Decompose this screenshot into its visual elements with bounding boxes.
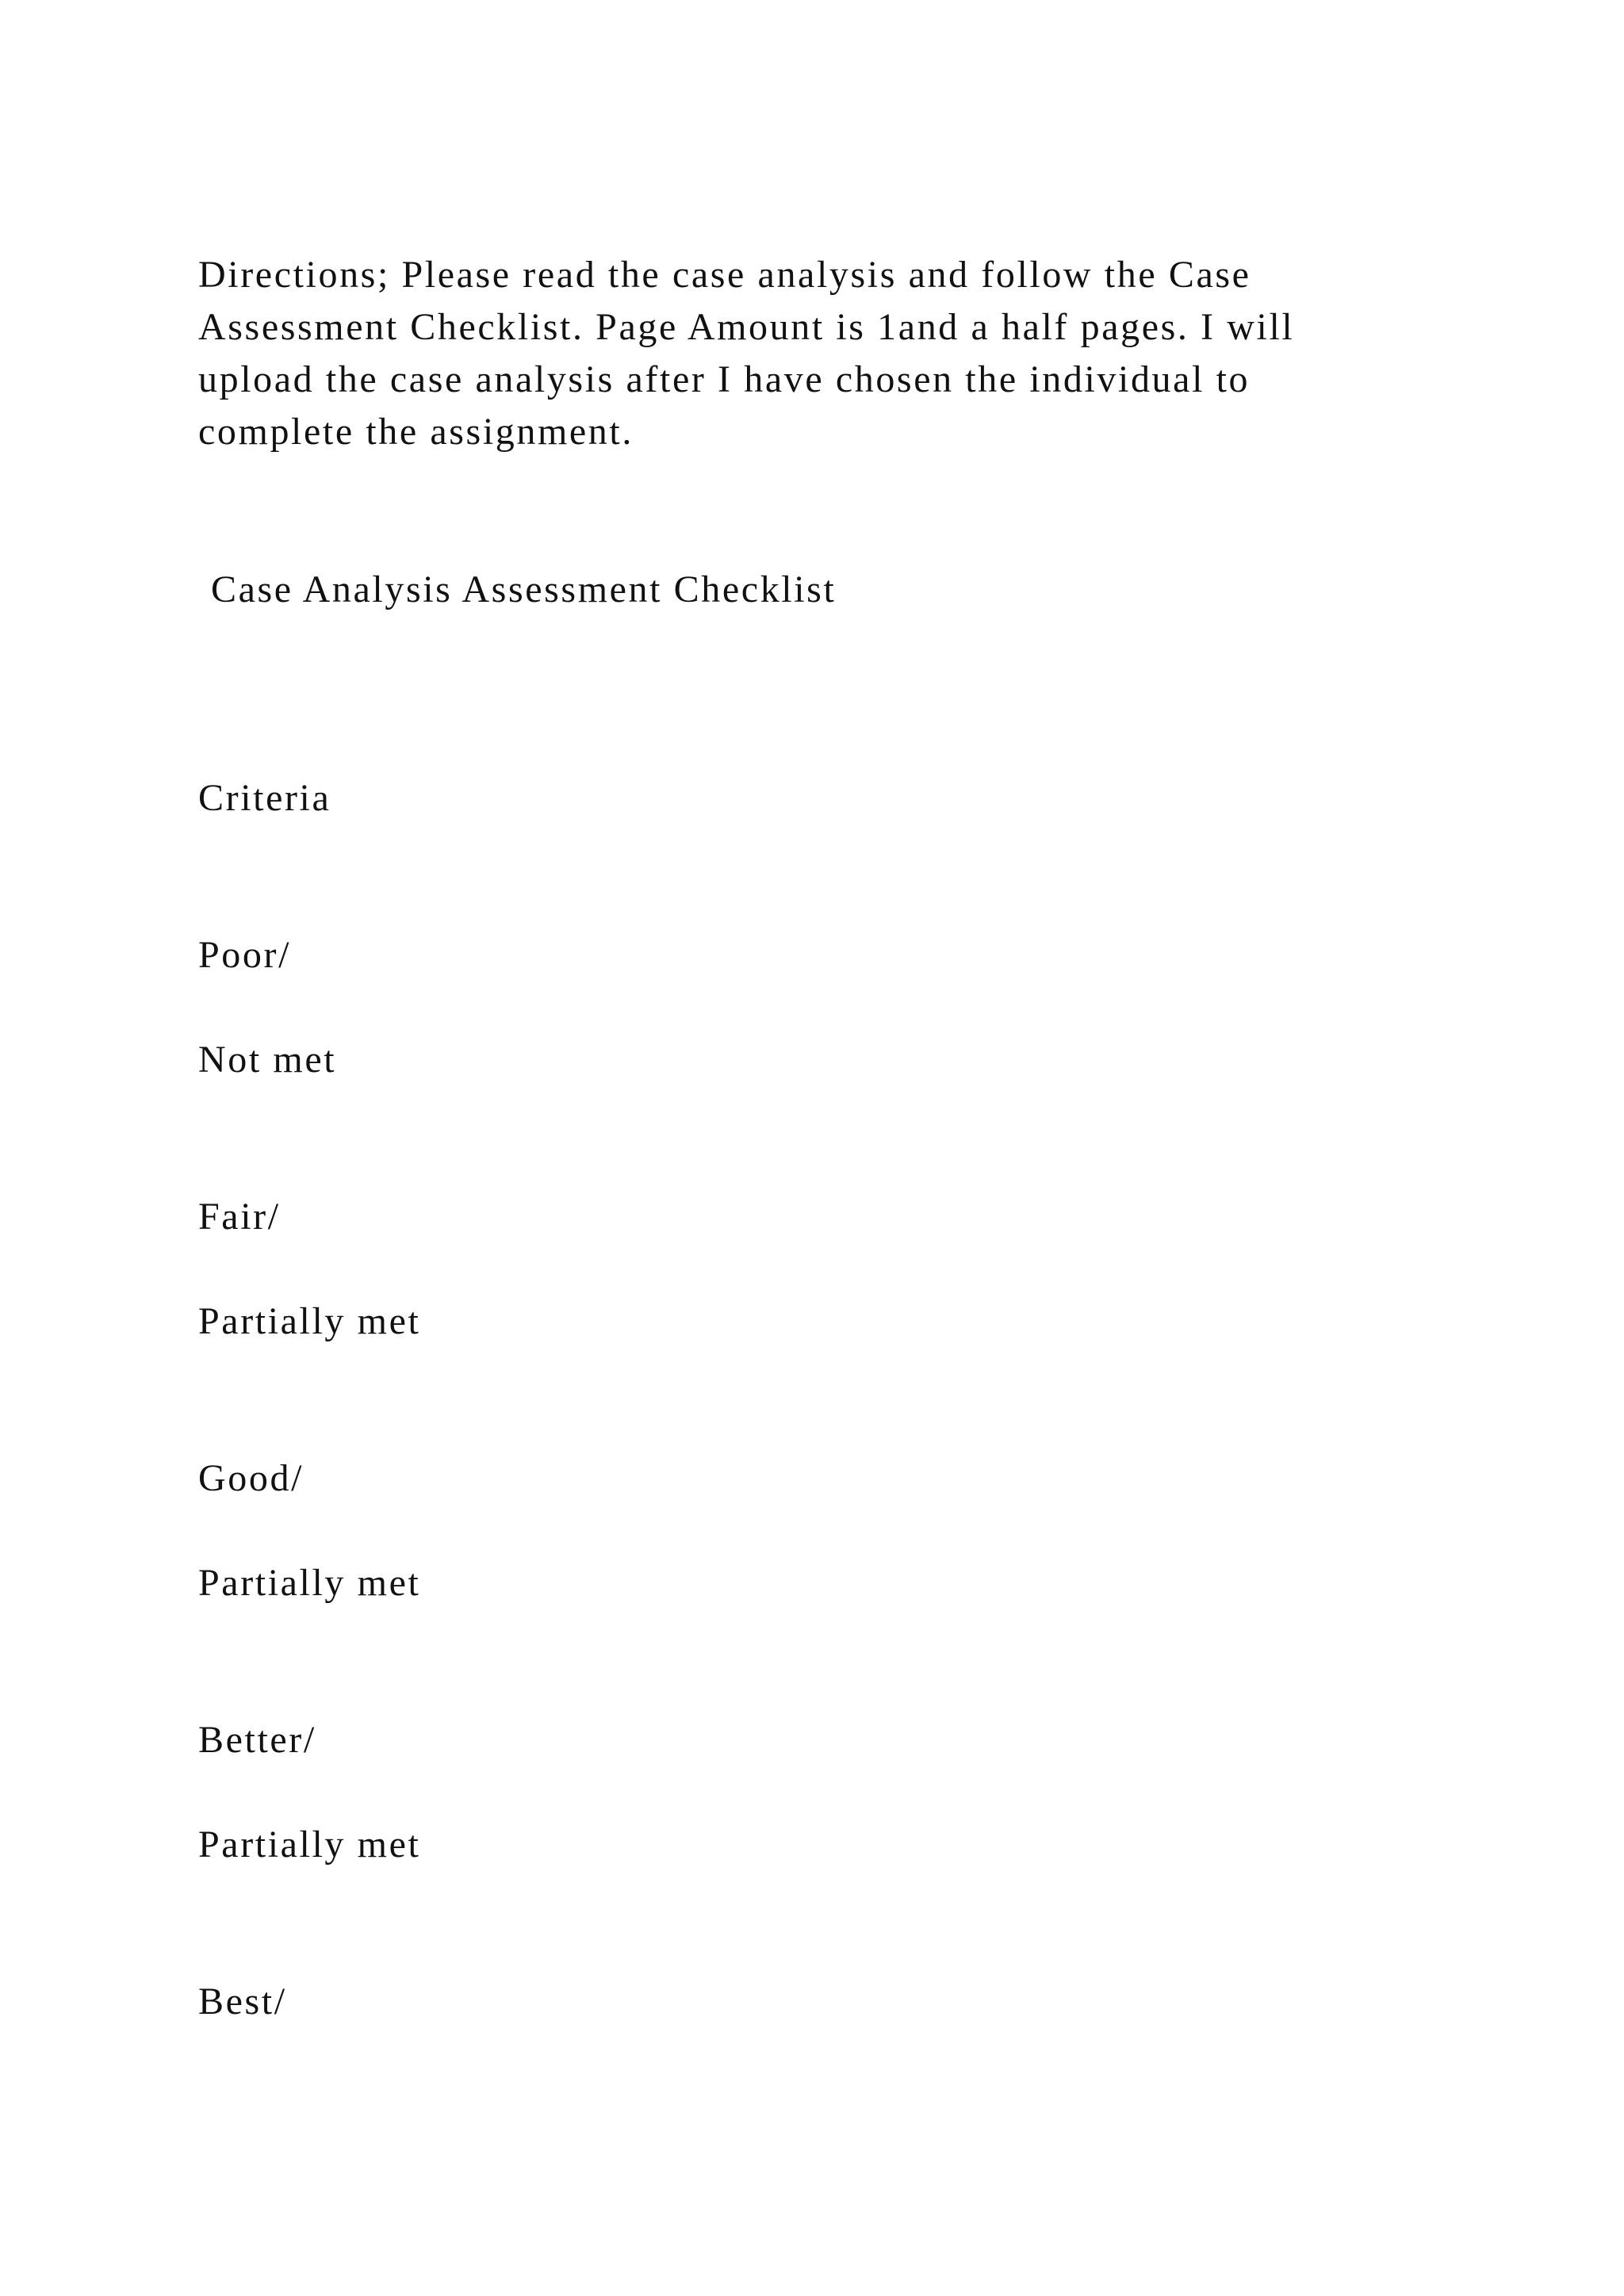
level-rating-good: Good/: [198, 1457, 304, 1499]
level-rating-best: Best/: [198, 1980, 287, 2022]
level-rating-poor: Poor/: [198, 934, 292, 976]
directions-paragraph: [198, 249, 1294, 458]
criteria-label: Criteria: [198, 777, 331, 819]
level-status-poor: Not met: [198, 1039, 337, 1081]
level-status-better: Partially met: [198, 1823, 421, 1866]
level-rating-better: Better/: [198, 1719, 316, 1761]
level-status-fair: Partially met: [198, 1300, 421, 1342]
level-status-good: Partially met: [198, 1562, 421, 1604]
directions-line: Assessment Checklist. Page Amount is 1and a half pages. I will: [198, 306, 1295, 348]
checklist-heading: Case Analysis Assessment Checklist: [211, 568, 837, 610]
directions-line: Directions; Please read the case analysis and follow the Case: [198, 254, 1251, 296]
level-rating-fair: Fair/: [198, 1196, 281, 1238]
directions-line: upload the case analysis after I have chosen the individual to: [198, 358, 1251, 400]
directions-line: complete the assignment.: [198, 411, 634, 453]
